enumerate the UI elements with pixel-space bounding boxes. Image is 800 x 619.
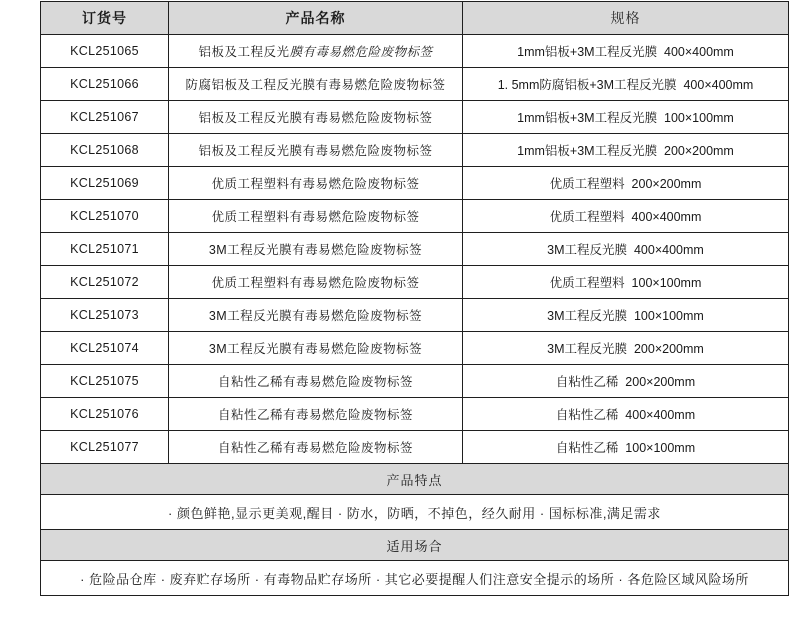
table-row: [41, 68, 789, 101]
section-content-row: [41, 495, 789, 530]
spec-cell: 优质工程塑料 100×100mm: [463, 266, 789, 299]
table-row: [41, 266, 789, 299]
spec-cell: 3M工程反光膜 200×200mm: [463, 332, 789, 365]
column-header-product-name: 产品名称: [169, 2, 463, 35]
spec-cell: 优质工程塑料 400×400mm: [463, 200, 789, 233]
table-row: [41, 431, 789, 464]
product-table: [40, 1, 789, 596]
spec-cell: 3M工程反光膜 100×100mm: [463, 299, 789, 332]
section-header-cell: 适用场合: [41, 530, 789, 561]
spec-cell: 自粘性乙稀 200×200mm: [463, 365, 789, 398]
product-name-cell: 铝板及工程反光膜有毒易燃危险废物标签: [169, 35, 463, 68]
order-no-cell: KCL251072: [41, 266, 169, 299]
section-header-cell: 产品特点: [41, 464, 789, 495]
order-no-cell: KCL251073: [41, 299, 169, 332]
product-name-cell: 3M工程反光膜有毒易燃危险废物标签: [169, 299, 463, 332]
table-header: [41, 2, 789, 35]
order-no-cell: KCL251066: [41, 68, 169, 101]
table-row: [41, 200, 789, 233]
spec-cell: 3M工程反光膜 400×400mm: [463, 233, 789, 266]
product-name-cell: 铝板及工程反光膜有毒易燃危险废物标签: [169, 101, 463, 134]
spec-cell: 1mm铝板+3M工程反光膜 200×200mm: [463, 134, 789, 167]
order-no-cell: KCL251076: [41, 398, 169, 431]
product-name-cell: 优质工程塑料有毒易燃危险废物标签: [169, 200, 463, 233]
table-row: [41, 167, 789, 200]
product-name-cell: 防腐铝板及工程反光膜有毒易燃危险废物标签: [169, 68, 463, 101]
table-row: [41, 332, 789, 365]
table-row: [41, 35, 789, 68]
table-row: [41, 233, 789, 266]
column-header-spec: 规格: [463, 2, 789, 35]
order-no-cell: KCL251065: [41, 35, 169, 68]
product-rows: [41, 35, 789, 596]
product-name-cell: 优质工程塑料有毒易燃危险废物标签: [169, 167, 463, 200]
section-content-row: [41, 561, 789, 596]
table-row: [41, 299, 789, 332]
section-content-cell: · 颜色鲜艳,显示更美观,醒目 · 防水，防晒，不掉色，经久耐用 · 国标标准,满足需求: [41, 495, 789, 530]
product-name-italic-part: 膜有毒易燃危险废物标签: [289, 45, 433, 59]
table-row: [41, 365, 789, 398]
spec-cell: 自粘性乙稀 400×400mm: [463, 398, 789, 431]
order-no-cell: KCL251067: [41, 101, 169, 134]
product-name-cell: 自粘性乙稀有毒易燃危险废物标签: [169, 431, 463, 464]
order-no-cell: KCL251075: [41, 365, 169, 398]
spec-cell: 1mm铝板+3M工程反光膜 100×100mm: [463, 101, 789, 134]
column-header-order-no: 订货号: [41, 2, 169, 35]
section-content-cell: · 危险品仓库 · 废弃贮存场所 · 有毒物品贮存场所 · 其它必要提醒人们注意安全提示的场所 · 各危险区域风险场所: [41, 561, 789, 596]
product-name-cell: 3M工程反光膜有毒易燃危险废物标签: [169, 233, 463, 266]
table-row: [41, 134, 789, 167]
product-name-cell: 自粘性乙稀有毒易燃危险废物标签: [169, 365, 463, 398]
order-no-cell: KCL251068: [41, 134, 169, 167]
table-row: [41, 101, 789, 134]
spec-cell: 1. 5mm防腐铝板+3M工程反光膜 400×400mm: [463, 68, 789, 101]
section-header-row: [41, 464, 789, 495]
spec-cell: 优质工程塑料 200×200mm: [463, 167, 789, 200]
order-no-cell: KCL251069: [41, 167, 169, 200]
order-no-cell: KCL251070: [41, 200, 169, 233]
product-name-cell: 优质工程塑料有毒易燃危险废物标签: [169, 266, 463, 299]
spec-cell: 1mm铝板+3M工程反光膜 400×400mm: [463, 35, 789, 68]
spec-cell: 自粘性乙稀 100×100mm: [463, 431, 789, 464]
header-row: [41, 2, 789, 35]
product-name-cell: 3M工程反光膜有毒易燃危险废物标签: [169, 332, 463, 365]
order-no-cell: KCL251071: [41, 233, 169, 266]
product-name-cell: 自粘性乙稀有毒易燃危险废物标签: [169, 398, 463, 431]
order-no-cell: KCL251077: [41, 431, 169, 464]
table-row: [41, 398, 789, 431]
section-header-row: [41, 530, 789, 561]
product-name-cell: 铝板及工程反光膜有毒易燃危险废物标签: [169, 134, 463, 167]
order-no-cell: KCL251074: [41, 332, 169, 365]
